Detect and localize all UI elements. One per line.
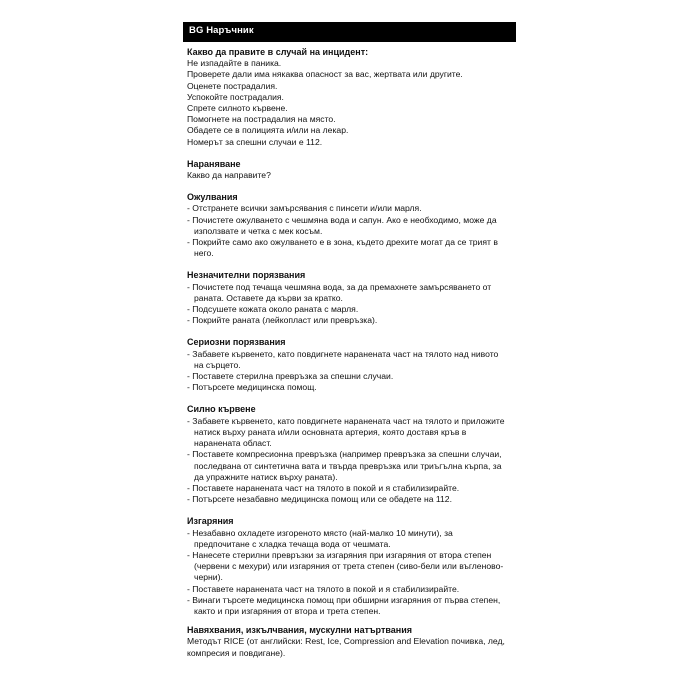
text-line: Проверете дали има някаква опасност за вас, жертвата или другите. <box>187 69 463 80</box>
text-line: Методът RICE (от английски: Rest, Ice, Compression and Elevation почивка, лед, компресия и повдигане). <box>187 636 505 658</box>
text-line: Оценете пострадалия. <box>187 80 278 91</box>
bullet-item: - Покрийте само ако ожулването е в зона, където дрехите могат да се трият в него. <box>187 237 498 259</box>
header-bar <box>183 22 516 42</box>
bullet-item: - Потърсете незабавно медицинска помощ или се обадете на 112. <box>187 494 452 505</box>
section-serious-cuts <box>187 337 507 393</box>
bullet-item: - Поставете стерилна превръзка за спешни случаи. <box>187 371 394 382</box>
manual-content <box>187 47 507 659</box>
bullet-item: - Поставете компресионна превръзка (например превръзка за спешни случаи, последвана от синтетична вата и твърда превръзка или триъгълна кърпа, за да упражните натиск върху раната). <box>187 449 502 482</box>
bullet-item: - Покрийте раната (лейкопласт или превръзка). <box>187 315 378 326</box>
section-grazes <box>187 192 507 259</box>
section-heavy-bleeding <box>187 404 507 505</box>
text-line: Помогнете на пострадалия на място. <box>187 114 336 125</box>
section-heading: Ожулвания <box>187 192 238 203</box>
bullet-item: - Забавете кървенето, като повдигнете наранената част на тялото и приложите натиск върху раната и/или основната артерия, която доставя кръв в наранената област. <box>187 415 505 449</box>
section-injury <box>187 159 507 181</box>
section-incident <box>187 47 507 148</box>
bullet-item: - Почистете под течаща чешмяна вода, за да премахнете замърсяването от раната. Оставете да кърви за кратко. <box>187 281 492 303</box>
text-line: Какво да направите? <box>187 170 271 181</box>
section-heading: Нараняване <box>187 158 241 169</box>
text-line: Не изпадайте в паника. <box>187 58 282 69</box>
section-heading: Навяхвания, изкълчвания, мускулни натъртвания <box>187 625 412 636</box>
bullet-item: - Поставете наранената част на тялото в покой и я стабилизирайте. <box>187 583 460 594</box>
text-line: Номерът за спешни случаи е 112. <box>187 136 323 147</box>
bullet-item: - Забавете кървенето, като повдигнете наранената част на тялото над нивото на сърцето. <box>187 348 499 370</box>
bullet-item: - Потърсете медицинска помощ. <box>187 382 317 393</box>
bullet-item: - Поставете наранената част на тялото в покой и я стабилизирайте. <box>187 482 460 493</box>
bullet-item: - Подсушете кожата около раната с марля. <box>187 304 359 315</box>
bullet-item: - Незабавно охладете изгореното място (най-малко 10 минути), за предпочитане с хладка течаща вода от чешмата. <box>187 527 453 549</box>
text-line: Спрете силното кървене. <box>187 103 288 114</box>
text-line: Обадете се в полицията и/или на лекар. <box>187 125 349 136</box>
text-line: Успокойте пострадалия. <box>187 91 284 102</box>
bullet-item: - Отстранете всички замърсявания с пинсети и/или марля. <box>187 203 422 214</box>
section-sprains <box>187 625 507 659</box>
bullet-item: - Винаги търсете медицинска помощ при обширни изгаряния от първа степен, както и при изгаряния от втора и трета степен. <box>187 594 501 616</box>
section-minor-cuts <box>187 270 507 326</box>
section-heading: Силно кървене <box>187 404 256 415</box>
section-heading: Незначителни порязвания <box>187 270 306 281</box>
section-burns <box>187 516 507 617</box>
section-heading: Сериозни порязвания <box>187 337 286 348</box>
header-title: BG Наръчник <box>189 25 254 36</box>
section-heading: Какво да правите в случай на инцидент: <box>187 47 369 57</box>
bullet-item: - Нанесете стерилни превръзки за изгаряния при изгаряния от втора степен (червени с мехури) или изгаряния от трета степен (сиво-бели или въгленово-черни). <box>187 549 504 583</box>
section-heading: Изгаряния <box>187 516 234 527</box>
bullet-item: - Почистете ожулването с чешмяна вода и сапун. Ако е необходимо, може да използвате и четка с мек косъм. <box>187 214 497 236</box>
